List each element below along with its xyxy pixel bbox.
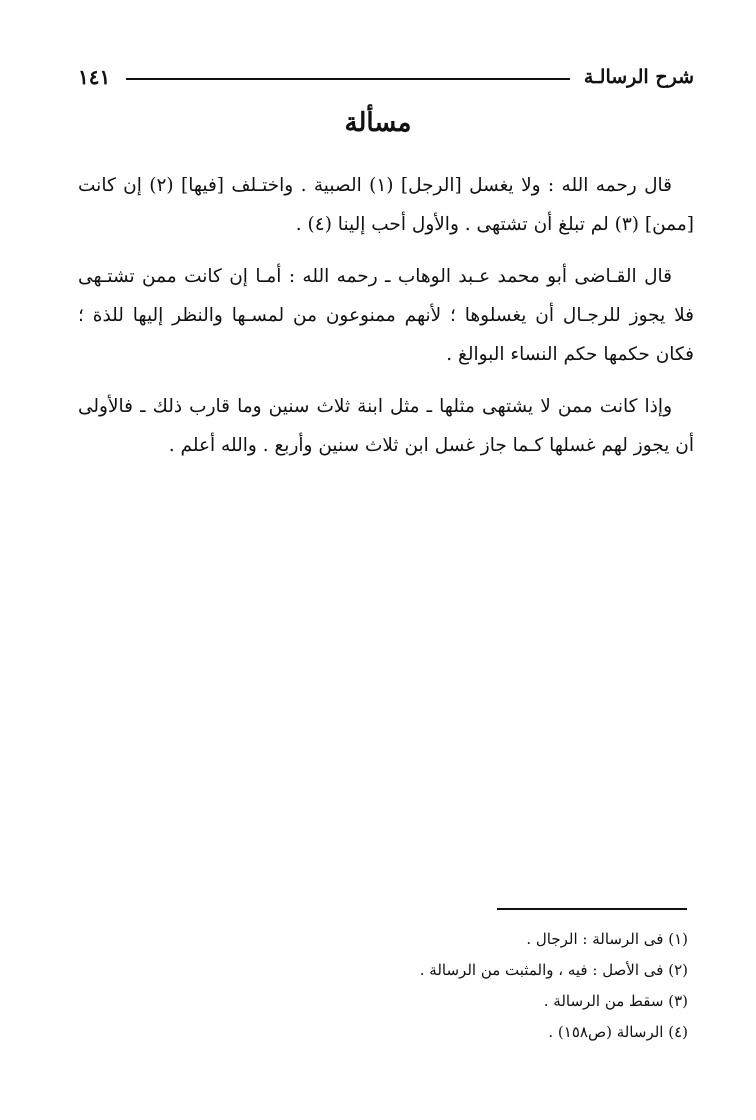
- paragraph-2: قال القـاضى أبو محمد عـبد الوهاب ـ رحمه الله : أمـا إن كانت ممن تشتـهى فلا يجوز للرجـال أن يغسلوها ؛ لأنهم ممنوعون من لمسـها والنظر إليها للذة ؛ فكان حكمها حكم النساء البوالغ .: [78, 266, 694, 365]
- footnotes: [78, 924, 694, 1048]
- footnote-1: (١) فى الرسالة : الرجال .: [526, 930, 688, 948]
- paragraph-1: قال رحمه الله : ولا يغسل [الرجل] (١) الصبية . واختـلف [فيها] (٢) إن كانت [ممن] (٣) لم تبلغ أن تشتهى . والأول أحب إلينا (٤) .: [78, 175, 694, 235]
- footnote-3: (٣) سقط من الرسالة .: [543, 992, 688, 1010]
- footnote-4: (٤) الرسالة (ص١٥٨) .: [548, 1023, 688, 1041]
- body-text: [78, 166, 694, 478]
- section-title: مسألة: [344, 108, 412, 138]
- paragraph-3: وإذا كانت ممن لا يشتهى مثلها ـ مثل ابنة ثلاث سنين وما قارب ذلك ـ فالأولى أن يجوز لهم غسلها كـما جاز غسل ابن ثلاث سنين وأربع . والله أعلم .: [78, 396, 694, 456]
- running-header: [78, 62, 694, 92]
- page-number: ١٤١: [78, 65, 111, 89]
- footnote-2: (٢) فى الأصل : فيه ، والمثبت من الرسالة .: [419, 961, 688, 979]
- footnote-rule: [497, 908, 687, 910]
- header-rule: [126, 78, 570, 80]
- running-title: شرح الرسالـة: [583, 66, 694, 88]
